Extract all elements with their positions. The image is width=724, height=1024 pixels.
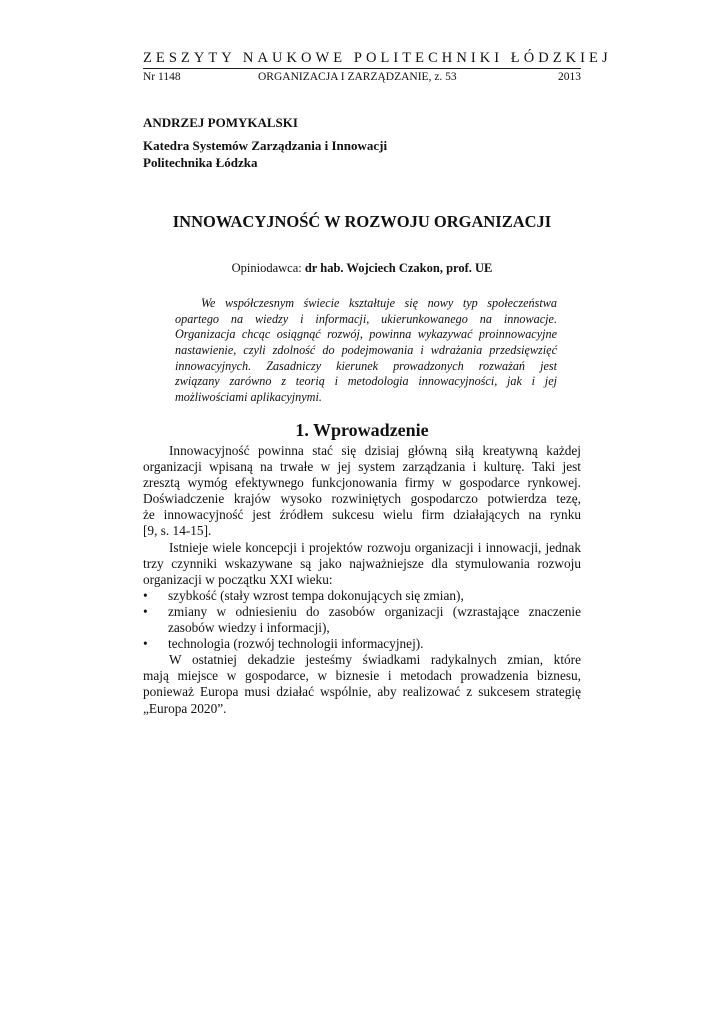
bullet-continuation: zasobów wiedzy i informacji),: [168, 620, 330, 636]
bullet-icon: •: [143, 603, 148, 619]
paragraph-line: trzy czynniki wskazywane są jako najważniejsze dla stymulowania rozwoju: [143, 555, 581, 571]
bullet-item: [143, 604, 581, 620]
paragraph-line: zresztą wymóg efektywnego funkcjonowania firmy w gospodarce rynkowej.: [143, 475, 581, 491]
bullet-item: [143, 636, 581, 652]
paper-title: INNOWACYJNOŚĆ W ROZWOJU ORGANIZACJI: [172, 212, 552, 231]
paragraph-line: W ostatniej dekadzie jesteśmy świadkami radykalnych zmian, które: [169, 652, 581, 668]
reviewer-line: [143, 261, 581, 275]
issue-number: Nr 1148: [143, 71, 181, 83]
reviewer-name: dr hab. Wojciech Czakon, prof. UE: [304, 261, 493, 275]
bullet-icon: •: [143, 636, 148, 652]
publication-year: 2013: [558, 71, 581, 83]
paragraph-line: mają miejsce w gospodarce, w biznesie i metodach prowadzenia biznesu,: [143, 668, 581, 684]
bullet-text: technologia (rozwój technologii informacyjnej).: [168, 636, 424, 652]
abstract-line: innowacyjnych. Zasadniczy kierunek prowadzonych rozważań jest: [175, 358, 557, 373]
reviewer-label: Opiniodawca:: [231, 261, 305, 275]
abstract-line: związany zarówno z teorią i metodologia innowacyjności, jak i jej: [175, 374, 557, 389]
header-rule: [143, 68, 581, 69]
paragraph-line: ponieważ Europa musi działać wspólnie, aby realizować z sukcesem strategię: [143, 684, 581, 700]
abstract-line: opartego na wiedzy i informacji, ukierunkowanego na innowacje.: [175, 311, 557, 326]
paragraph-line: [9, s. 14-15].: [143, 523, 212, 539]
journal-name: ZESZYTY NAUKOWE POLITECHNIKI ŁÓDZKIEJ: [143, 50, 612, 66]
abstract: [175, 296, 557, 405]
bullet-text: szybkość (stały wzrost tempa dokonujących się zmian),: [168, 587, 464, 603]
paragraph-line: organizacji w początku XXI wieku:: [143, 571, 333, 587]
paragraph-line: Doświadczenie krajów wysoko rozwiniętych gospodarczo potwierdza tezę,: [143, 491, 581, 507]
bullet-item: [143, 588, 581, 604]
abstract-line: We współczesnym świecie kształtuje się nowy typ społeczeństwa: [201, 296, 557, 310]
paragraph-line: organizacji wpisaną na trwałe w jej system zarządzania i kulturę. Taki jest: [143, 459, 581, 475]
abstract-line: Organizacja chcąc osiągnąć rozwój, powinna wykazywać proinnowacyjne: [175, 327, 557, 342]
paragraph-line: że innowacyjność jest źródłem sukcesu wielu firm działających na rynku: [143, 507, 581, 523]
paragraph-line: Istnieje wiele koncepcji i projektów rozwoju organizacji i innowacji, jednak: [169, 539, 581, 555]
section-heading: 1. Wprowadzenie: [295, 420, 429, 440]
series-info: ORGANIZACJA I ZARZĄDZANIE, z. 53: [258, 71, 457, 83]
affiliation-university: Politechnika Łódzka: [143, 155, 258, 170]
author-name: ANDRZEJ POMYKALSKI: [143, 115, 298, 130]
abstract-line: możliwościami aplikacyjnymi.: [175, 389, 322, 404]
paragraph-line: „Europa 2020”.: [143, 700, 227, 716]
abstract-line: nastawienie, czyli zdolność do podejmowania i wdrażania przedsięwzięć: [175, 342, 557, 357]
affiliation-department: Katedra Systemów Zarządzania i Innowacji: [143, 138, 388, 153]
bullet-icon: •: [143, 587, 148, 603]
body-text: [143, 443, 581, 717]
paragraph-line: Innowacyjność powinna stać się dzisiaj główną siłą kreatywną każdej: [169, 443, 581, 458]
bullet-text: zmiany w odniesieniu do zasobów organizacji (wzrastające znaczenie: [168, 603, 581, 619]
